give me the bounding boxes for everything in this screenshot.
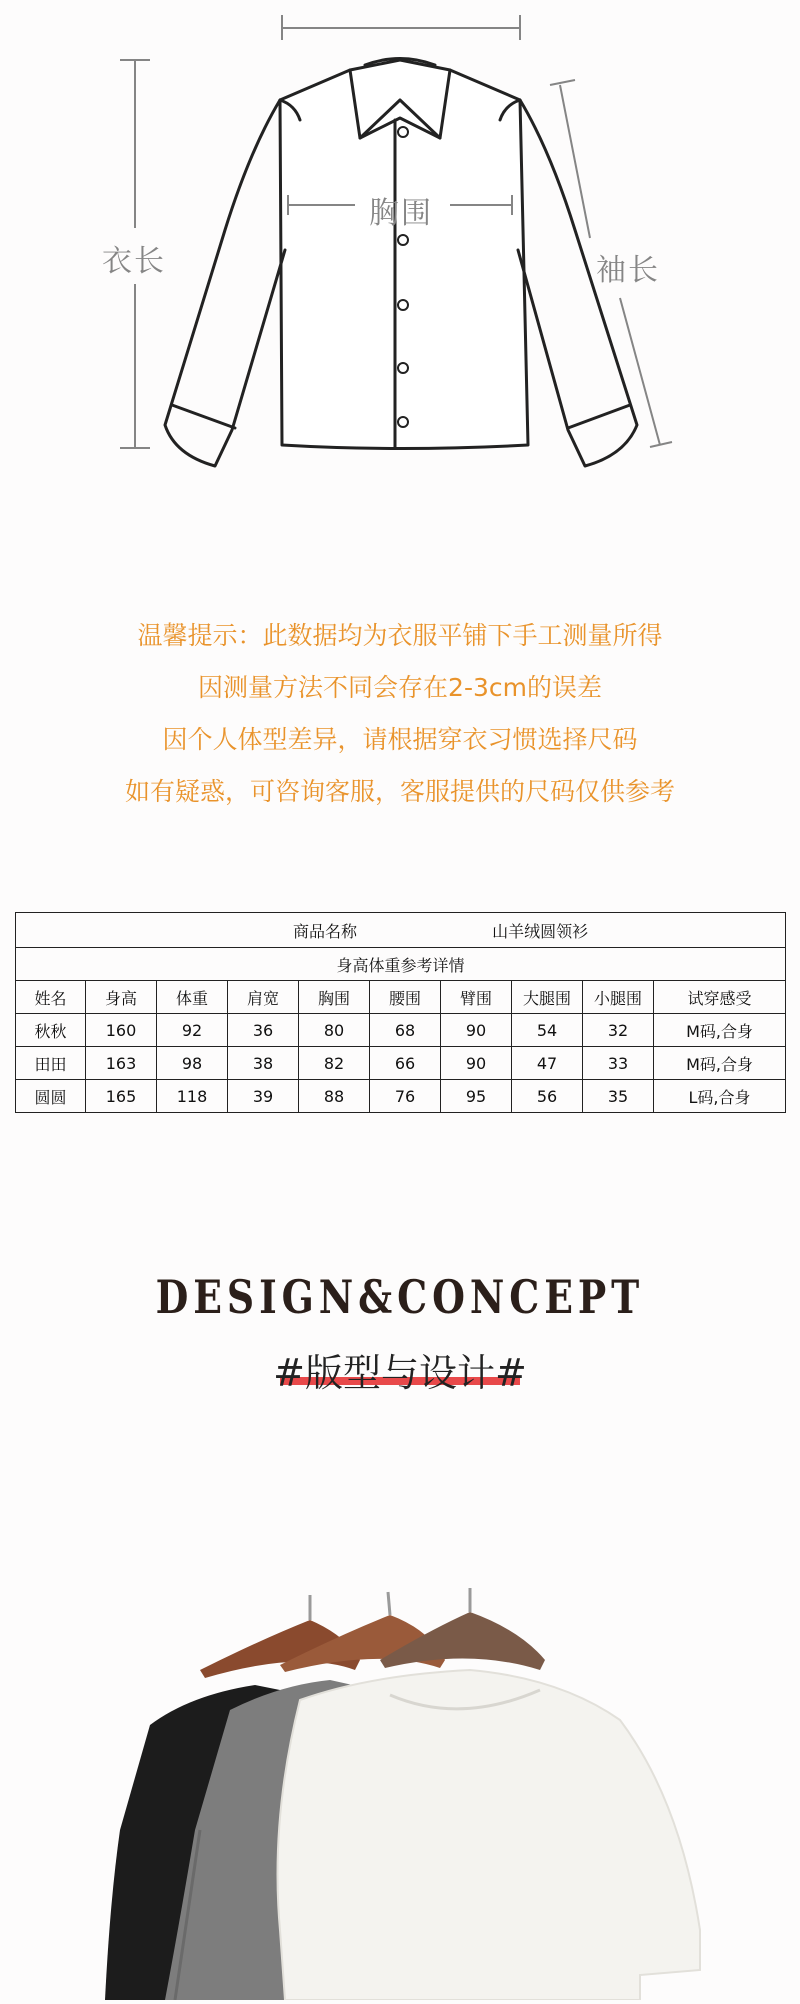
button-icon <box>398 363 408 373</box>
table-cell: 47 <box>512 1047 583 1080</box>
design-title-en: DESIGN&CONCEPT <box>155 1270 645 1324</box>
measurement-diagram <box>0 0 800 560</box>
table-cell: 88 <box>299 1080 370 1113</box>
table-cell: 56 <box>512 1080 583 1113</box>
note-line: 因测量方法不同会存在2-3cm的误差 <box>198 673 602 702</box>
table-cell: 圆圆 <box>16 1080 86 1113</box>
table-cell: 39 <box>228 1080 299 1113</box>
header-cell: 胸围 <box>299 981 370 1014</box>
note-line: 如有疑惑，可咨询客服，客服提供的尺码仅供参考 <box>124 777 675 806</box>
button-icon <box>398 127 408 137</box>
product-name: 山羊绒圆领衫 <box>492 921 589 941</box>
table-cell: 163 <box>86 1047 157 1080</box>
header-cell: 肩宽 <box>228 981 299 1014</box>
chest-label: 胸围 <box>369 196 433 231</box>
button-icon <box>398 235 408 245</box>
table-header-row <box>16 981 786 1014</box>
sleeve-label: 袖长 <box>596 253 660 288</box>
table-row <box>16 1080 786 1113</box>
shirt-outline-illustration <box>0 0 800 560</box>
table-cell: 33 <box>583 1047 654 1080</box>
table-cell: 76 <box>370 1080 441 1113</box>
table-cell: 98 <box>157 1047 228 1080</box>
sweaters-on-hangers-image <box>0 1500 800 2000</box>
table-row <box>16 1014 786 1047</box>
header-cell: 小腿围 <box>583 981 654 1014</box>
table-cell: 118 <box>157 1080 228 1113</box>
size-reference-table <box>15 912 786 1113</box>
length-label: 衣长 <box>102 244 166 279</box>
table-cell: 68 <box>370 1014 441 1047</box>
table-cell: 165 <box>86 1080 157 1113</box>
table-section-title: 身高体重参考详情 <box>16 948 786 981</box>
note-line: 温馨提示：此数据均为衣服平铺下手工测量所得 <box>137 621 663 650</box>
header-cell: 臂围 <box>441 981 512 1014</box>
product-label: 商品名称 <box>292 921 357 941</box>
design-heading <box>0 1270 800 1395</box>
table-cell: 95 <box>441 1080 512 1113</box>
table-cell: 92 <box>157 1014 228 1047</box>
table-cell: 35 <box>583 1080 654 1113</box>
note-line: 因个人体型差异，请根据穿衣习惯选择尺码 <box>162 725 638 754</box>
header-cell: 体重 <box>157 981 228 1014</box>
table-cell: 80 <box>299 1014 370 1047</box>
table-cell: 38 <box>228 1047 299 1080</box>
table-cell: 秋秋 <box>16 1014 86 1047</box>
table-cell: 160 <box>86 1014 157 1047</box>
product-photo <box>0 1500 800 2000</box>
table-cell: 90 <box>441 1047 512 1080</box>
table-cell: M码,合身 <box>654 1014 786 1047</box>
table-cell: 66 <box>370 1047 441 1080</box>
table-cell: M码,合身 <box>654 1047 786 1080</box>
header-cell: 身高 <box>86 981 157 1014</box>
table-cell: 82 <box>299 1047 370 1080</box>
header-cell: 大腿围 <box>512 981 583 1014</box>
header-cell: 姓名 <box>16 981 86 1014</box>
table-row <box>16 1047 786 1080</box>
design-title-cn: #版型与设计# <box>273 1351 527 1395</box>
button-icon <box>398 417 408 427</box>
table-cell: 90 <box>441 1014 512 1047</box>
table-cell: 54 <box>512 1014 583 1047</box>
section-title-row <box>16 948 786 981</box>
table-cell: 36 <box>228 1014 299 1047</box>
table-cell: L码,合身 <box>654 1080 786 1113</box>
table-cell: 田田 <box>16 1047 86 1080</box>
header-cell: 试穿感受 <box>654 981 786 1014</box>
table-cell: 32 <box>583 1014 654 1047</box>
measurement-notes <box>0 610 800 818</box>
product-row <box>16 913 786 948</box>
header-cell: 腰围 <box>370 981 441 1014</box>
button-icon <box>398 300 408 310</box>
